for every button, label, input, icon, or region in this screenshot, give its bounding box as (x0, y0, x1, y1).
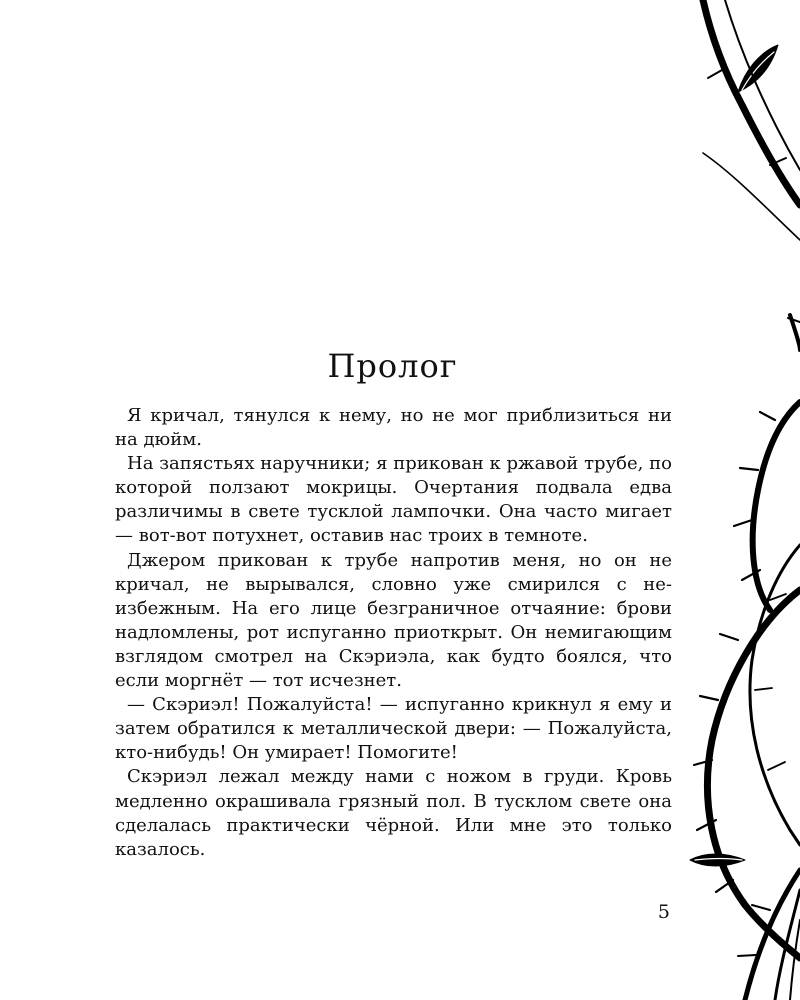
paragraph: Я кричал, тянулся к нему, но не мог приблизиться ни на дюйм. (115, 405, 672, 451)
paragraph: Скэриэл лежал между нами с ножом в груди. Кровь медленно окрашивала грязный пол. В тусклом свете она сделалась практически чёрной. Или мне это только казалось. (115, 766, 672, 860)
page-number: 5 (657, 901, 670, 923)
paragraph: Джером прикован к трубе напротив меня, но он не кричал, не вырывался, словно уже смирился с неизбежным. На его лице безграничное отчаяние: брови надломлены, рот испуганно приоткрыт. Он немигающим взглядом смотрел на Скэриэла, как будто боялся, что если моргнёт — тот исчезнет. (115, 549, 672, 692)
chapter-body-text (115, 404, 672, 862)
paragraph: На запястьях наручники; я прикован к ржавой трубе, по которой ползают мокрицы. Очертания подвала едва различимы в свете тусклой лампочки. Она часто мигает — вот-вот потухнет, оставив нас троих в темноте. (115, 453, 672, 547)
paragraph: — Скэриэл! Пожалуйста! — испуганно крикнул я ему и затем обратился к металлической двери: — Пожалуйста, кто-нибудь! Он умирает! Помогите! (115, 694, 672, 764)
chapter-title: Пролог (327, 347, 458, 385)
